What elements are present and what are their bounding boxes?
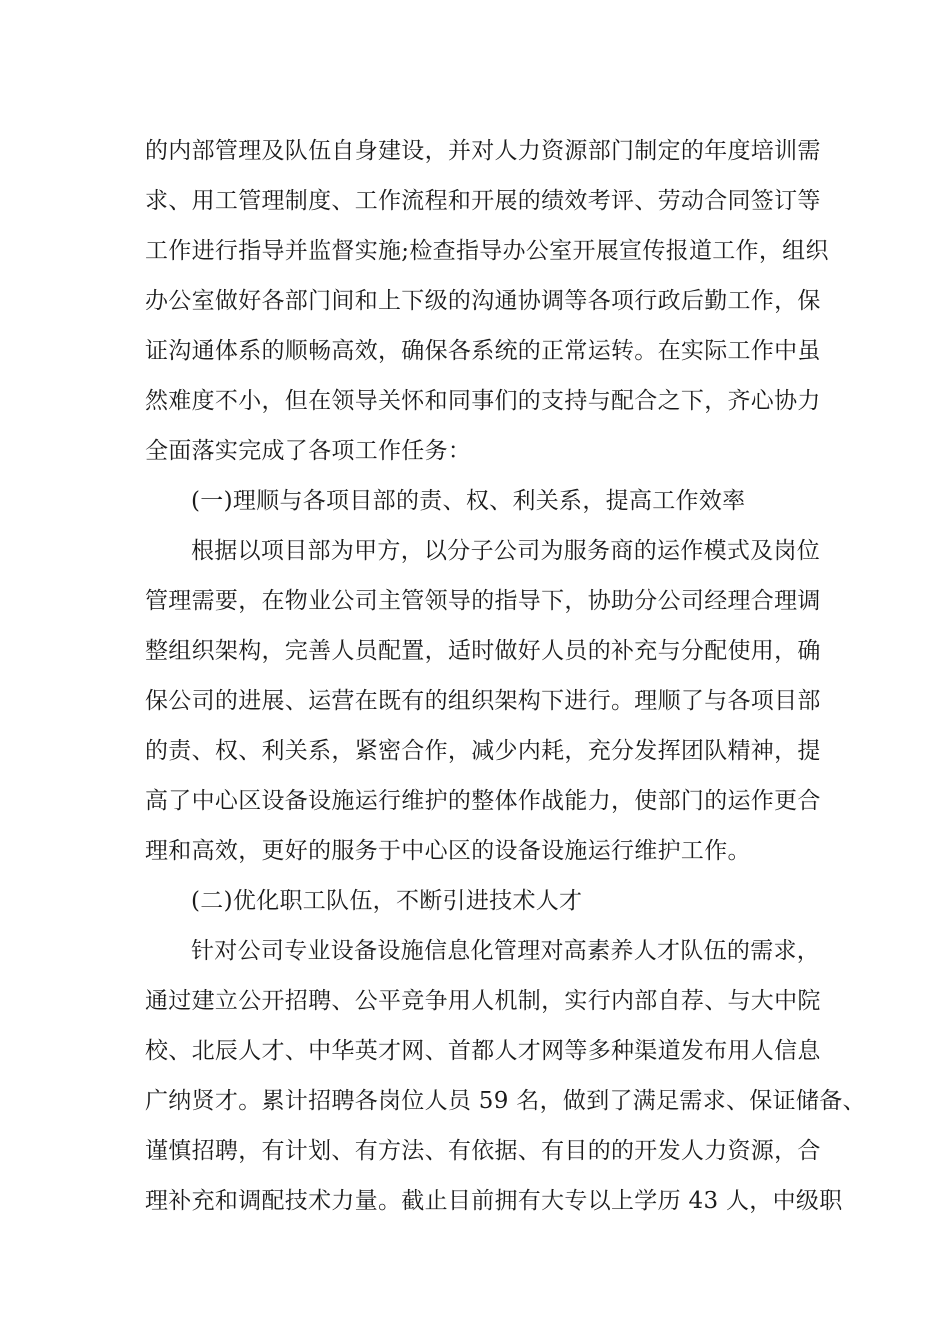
section-heading: (二)优化职工队伍，不断引进技术人才 bbox=[191, 888, 583, 914]
text-line: 然难度不小，但在领导关怀和同事们的支持与配合之下，齐心协力 bbox=[145, 388, 821, 414]
text-line: 证沟通体系的顺畅高效，确保各系统的正常运转。在实际工作中虽 bbox=[145, 338, 821, 364]
text-line: 管理需要，在物业公司主管领导的指导下，协助分公司经理合理调 bbox=[145, 588, 821, 614]
text-line: 的内部管理及队伍自身建设，并对人力资源部门制定的年度培训需 bbox=[145, 138, 821, 164]
text-line: 通过建立公开招聘、公平竞争用人机制，实行内部自荐、与大中院 bbox=[145, 988, 821, 1014]
text-line: 高了中心区设备设施运行维护的整体作战能力，使部门的运作更合 bbox=[145, 788, 821, 814]
text-line: 全面落实完成了各项工作任务： bbox=[145, 438, 472, 464]
text-line: 根据以项目部为甲方，以分子公司为服务商的运作模式及岗位 bbox=[191, 538, 821, 564]
text-line: 整组织架构，完善人员配置，适时做好人员的补充与分配使用，确 bbox=[145, 638, 821, 664]
text-line: 保公司的进展、运营在既有的组织架构下进行。理顺了与各项目部 bbox=[145, 688, 821, 714]
section-heading: (一)理顺与各项目部的责、权、利关系，提高工作效率 bbox=[191, 488, 746, 514]
text-line: 谨慎招聘，有计划、有方法、有依据、有目的的开发人力资源，合 bbox=[145, 1138, 821, 1164]
text-line: 求、用工管理制度、工作流程和开展的绩效考评、劳动合同签订等 bbox=[145, 188, 821, 214]
text-line: 广纳贤才。累计招聘各岗位人员 59 名，做到了满足需求、保证储备、 bbox=[145, 1088, 866, 1114]
text-line: 校、北辰人才、中华英才网、首都人才网等多种渠道发布用人信息 bbox=[145, 1038, 821, 1064]
text-line: 的责、权、利关系，紧密合作，减少内耗，充分发挥团队精神，提 bbox=[145, 738, 821, 764]
text-line: 理补充和调配技术力量。截止目前拥有大专以上学历 43 人，中级职 bbox=[145, 1188, 843, 1214]
text-line: 办公室做好各部门间和上下级的沟通协调等各项行政后勤工作，保 bbox=[145, 288, 821, 314]
text-line: 理和高效，更好的服务于中心区的设备设施运行维护工作。 bbox=[145, 838, 751, 864]
text-line: 针对公司专业设备设施信息化管理对高素养人才队伍的需求， bbox=[191, 938, 821, 964]
text-line: 工作进行指导并监督实施;检查指导办公室开展宣传报道工作，组织 bbox=[145, 238, 829, 264]
